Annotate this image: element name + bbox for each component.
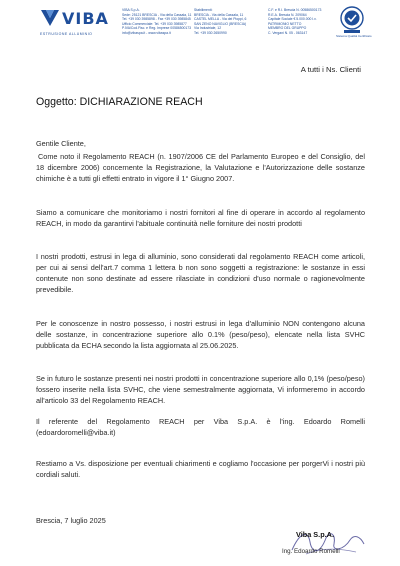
paragraph-supplier-monitoring: Siamo a comunicare che monitoriamo i nostri fornitori al fine di operare in accordo al regolamento REACH, in modo da garantirvi l'abituale continuità nelle forniture dei nostri prodotti — [36, 208, 365, 229]
letterhead-legal-info — [268, 8, 321, 36]
paragraph-closing-remarks: Restiamo a Vs. disposizione per eventuali chiarimenti e cogliamo l'occasione per porgerVi i nostri più cordiali saluti. — [36, 459, 365, 480]
plants-info-line: Via Industriale, 12 — [194, 26, 222, 31]
legal-info-line: C. Vergani N. 05 - 063147 — [268, 30, 308, 35]
viba-logo-mark-icon — [40, 8, 60, 28]
plants-info-line: BRESCIA - Via della Cassala, 11 — [194, 12, 244, 17]
certification-label: Sistema Qualità Certificato — [336, 34, 372, 38]
plants-info-line: SAN ZENO NAVIGLIO (BRESCIA) — [194, 21, 247, 26]
legal-info-line: MEMBRO DEL GRUPPO — [268, 26, 307, 31]
quality-certification-icon — [340, 6, 364, 34]
company-info-line: VIBA S.p.A. — [122, 8, 140, 12]
company-info-line: P.IVA/Cod.Fisc. e Reg. Imprese 00586500173 — [122, 26, 192, 31]
legal-info-line: C.F. e R.I. Brescia N. 00586500173 — [268, 8, 322, 12]
legal-info-line: PATRIMONIO NETTO — [268, 21, 302, 26]
logo-text: VIBA — [62, 9, 109, 28]
letterhead-company-info — [122, 8, 191, 36]
subject-line: Oggetto: DICHIARAZIONE REACH — [36, 96, 203, 108]
paragraph-svhc-declaration: Per le conoscenze in nostro possesso, i nostri estrusi in lega d'alluminio NON contengono alcuna delle sostanze, in concentrazione superiore allo 0.1% (peso/peso), elencate nella lista SVHC pubblicata da ECHA secondo la lista aggiornata al 25.06.2025. — [36, 319, 365, 351]
greeting: Gentile Cliente, — [36, 139, 86, 148]
plants-info-line: Tel. +39 030 2650990 — [194, 30, 227, 35]
paragraph-reach-intro: Come noto il Regolamento REACH (n. 1907/2006 CE del Parlamento Europeo e del Consiglio, del 18 dicembre 2006) concernente la Registrazione, la Valutazione e l'Autorizzazione delle sostanze chimiche è a tutti gli effetti entrato in vigore il 1° Giugno 2007. — [36, 152, 365, 184]
legal-info-line: Capitale Sociale € 5.000.000 I.v. — [268, 17, 317, 22]
letterhead-plants-info — [194, 8, 246, 36]
signature-company: Viba S.p.A. — [296, 530, 334, 539]
paragraph-articles-exemption: I nostri prodotti, estrusi in lega di alluminio, sono considerati dal regolamento REACH come articoli, per cui ai sensi dell'art.7 comma 1 lettera b non sono soggetti a registrazione: le sostanze in essi contenute non sono destinate ad essere rilasciate in condizioni d'uso normale o ragionevolmente prevedibile. — [36, 252, 365, 295]
plants-info-line: CASTEL MELLA - Via dei Pioppi, 6 — [194, 17, 247, 22]
logo-tagline: ESTRUSIONE ALLUMINIO — [40, 32, 93, 36]
company-info-line: info@vibaspa.it - www.vibaspa.it — [122, 30, 171, 35]
paragraph-future-updates: Se in futuro le sostanze presenti nei nostri prodotti in concentrazione superiore allo 0,1% (peso/peso) fossero inserite nella lista SVHC, che viene semestralmente aggiornata, Vi informeremo in accordo all'articolo 33 del Regolamento REACH. — [36, 374, 365, 406]
company-info-line: Sede: 25121 BRESCIA - Via della Cassala, 11 — [122, 12, 192, 17]
company-info-line: Ufficio Commerciale: Tel. +39 030 3985877 — [122, 21, 187, 26]
paragraph-reach-contact: Il referente del Regolamento REACH per Viba S.p.A. è l'ing. Edoardo Romelli (edoardoromelli@viba.it) — [36, 417, 365, 438]
letterhead — [0, 0, 400, 46]
legal-info-line: R.E.A. Brescia N. 209064 — [268, 12, 307, 17]
recipient-line: A tutti i Ns. Clienti — [300, 65, 361, 74]
company-info-line: Tel. +39 030 3985898 - Fax +39 030 3985845 — [122, 17, 191, 22]
signatory-name: Ing. Edoardo Romelli — [282, 548, 340, 555]
viba-logo — [40, 8, 112, 42]
date-line: Brescia, 7 luglio 2025 — [36, 516, 106, 525]
plants-info-line: Stabilimenti: — [194, 8, 213, 12]
